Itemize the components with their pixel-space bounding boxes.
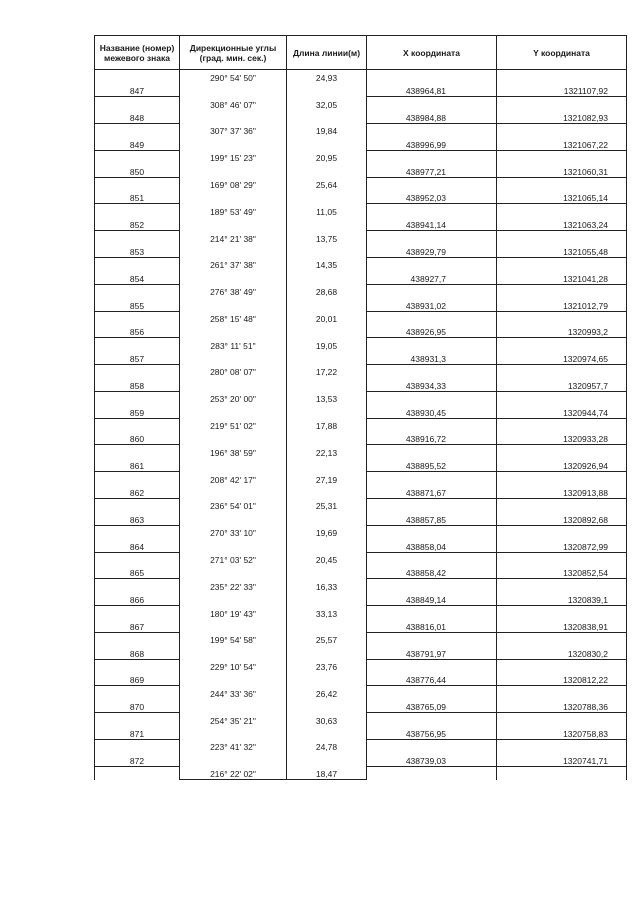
point-row [95,458,627,471]
segment-angle: 276° 38' 49" [180,284,287,297]
segment-length: 20,95 [287,150,367,163]
segment-length: 25,64 [287,177,367,190]
point-row [95,191,627,204]
header-name: Название (номер) межевого знака [95,36,180,70]
point-x: 438934,33 [367,378,497,391]
segment-angle: 196° 38' 59" [180,445,287,458]
point-x: 438931,3 [367,351,497,364]
segment-angle: 258° 15' 48" [180,311,287,324]
point-y: 1320830,2 [497,646,627,659]
segment-angle: 189° 53' 49" [180,204,287,217]
segment-length: 16,33 [287,579,367,592]
segment-angle: 270° 33' 10" [180,525,287,538]
point-x: 438916,72 [367,432,497,445]
point-name: 860 [95,432,180,445]
point-row [95,753,627,766]
segment-length: 17,88 [287,418,367,431]
point-y: 1320957,7 [497,378,627,391]
segment-angle: 307° 37' 36" [180,124,287,137]
segment-row [95,472,627,485]
point-y: 1320993,2 [497,324,627,337]
segment-row [95,365,627,378]
segment-row [95,659,627,672]
point-x: 438977,21 [367,164,497,177]
point-x: 438895,52 [367,458,497,471]
segment-angle: 199° 15' 23" [180,150,287,163]
segment-angle: 308° 46' 07" [180,97,287,110]
point-y: 1321012,79 [497,298,627,311]
header-row [95,36,627,70]
point-name: 867 [95,619,180,632]
segment-row [95,311,627,324]
segment-angle: 219° 51' 02" [180,418,287,431]
point-y: 1320812,22 [497,673,627,686]
point-x: 438857,85 [367,512,497,525]
point-y: 1321082,93 [497,110,627,123]
segment-angle: 236° 54' 01" [180,499,287,512]
segment-row [95,499,627,512]
point-name: 868 [95,646,180,659]
point-name: 850 [95,164,180,177]
point-name: 871 [95,726,180,739]
segment-row [95,418,627,431]
segment-length: 25,57 [287,632,367,645]
point-y: 1320872,99 [497,539,627,552]
point-y: 1320838,91 [497,619,627,632]
point-y: 1320758,83 [497,726,627,739]
segment-length: 13,75 [287,231,367,244]
point-x: 438984,88 [367,110,497,123]
coordinates-body [95,70,627,780]
segment-row [95,445,627,458]
point-name: 849 [95,137,180,150]
point-x: 438816,01 [367,619,497,632]
segment-row [95,338,627,351]
point-row [95,619,627,632]
point-y: 1321055,48 [497,244,627,257]
segment-row [95,766,627,779]
point-name: 853 [95,244,180,257]
segment-row [95,284,627,297]
segment-angle: 199° 54' 58" [180,632,287,645]
segment-row [95,525,627,538]
segment-length: 24,78 [287,740,367,753]
point-x: 438871,67 [367,485,497,498]
point-row [95,539,627,552]
point-name: 859 [95,405,180,418]
point-name: 851 [95,191,180,204]
point-y: 1320788,36 [497,699,627,712]
point-name: 861 [95,458,180,471]
point-y: 1321060,31 [497,164,627,177]
point-row [95,137,627,150]
coordinates-table [94,35,627,780]
point-y: 1320926,94 [497,458,627,471]
segment-angle: 261° 37' 38" [180,257,287,270]
point-row [95,592,627,605]
point-x: 438929,79 [367,244,497,257]
point-name: 856 [95,324,180,337]
segment-angle: 169° 08' 29" [180,177,287,190]
segment-row [95,740,627,753]
segment-length: 24,93 [287,70,367,84]
segment-length: 18,47 [287,766,367,779]
point-row [95,512,627,525]
segment-angle: 280° 08' 07" [180,365,287,378]
point-name: 864 [95,539,180,552]
point-row [95,726,627,739]
segment-row [95,713,627,726]
segment-length: 17,22 [287,365,367,378]
header-y: Y координата [497,36,627,70]
header-angle: Дирекционные углы (град. мин. сек.) [180,36,287,70]
point-row [95,164,627,177]
segment-length: 28,68 [287,284,367,297]
segment-length: 30,63 [287,713,367,726]
segment-angle: 223° 41' 32" [180,740,287,753]
segment-angle: 235° 22' 33" [180,579,287,592]
segment-length: 22,13 [287,445,367,458]
point-y: 1321041,28 [497,271,627,284]
point-row [95,110,627,123]
segment-row [95,177,627,190]
point-name: 847 [95,83,180,96]
segment-row [95,150,627,163]
point-name: 866 [95,592,180,605]
segment-row [95,204,627,217]
segment-angle: 229° 10' 54" [180,659,287,672]
segment-angle: 253° 20' 00" [180,391,287,404]
point-name: 854 [95,271,180,284]
segment-length: 14,35 [287,257,367,270]
segment-length: 33,13 [287,606,367,619]
segment-row [95,391,627,404]
boundary-coordinates-sheet [94,35,626,780]
segment-row [95,686,627,699]
point-y: 1321067,22 [497,137,627,150]
point-x: 438791,97 [367,646,497,659]
point-name: 865 [95,565,180,578]
point-x: 438858,42 [367,565,497,578]
segment-angle: 283° 11' 51" [180,338,287,351]
point-x: 438930,45 [367,405,497,418]
point-row [95,565,627,578]
header-length: Длина линии(м) [287,36,367,70]
point-x: 438858,04 [367,539,497,552]
point-y: 1320913,88 [497,485,627,498]
segment-row [95,97,627,110]
segment-angle: 214° 21' 38" [180,231,287,244]
point-row [95,351,627,364]
point-row [95,646,627,659]
point-row [95,405,627,418]
point-name: 862 [95,485,180,498]
point-y: 1320944,74 [497,405,627,418]
point-x: 438931,02 [367,298,497,311]
segment-length: 19,05 [287,338,367,351]
segment-angle: 216° 22' 02" [180,766,287,779]
segment-length: 13,53 [287,391,367,404]
segment-length: 32,05 [287,97,367,110]
point-x: 438765,09 [367,699,497,712]
point-row [95,83,627,96]
segment-length: 11,05 [287,204,367,217]
point-y: 1321107,92 [497,83,627,96]
point-x: 438849,14 [367,592,497,605]
point-x: 438756,95 [367,726,497,739]
point-y: 1320892,68 [497,512,627,525]
point-row [95,271,627,284]
point-y: 1320839,1 [497,592,627,605]
point-name: 848 [95,110,180,123]
segment-row [95,257,627,270]
point-name: 855 [95,298,180,311]
point-name: 858 [95,378,180,391]
segment-row [95,579,627,592]
point-x: 438996,99 [367,137,497,150]
segment-length: 27,19 [287,472,367,485]
point-y: 1321065,14 [497,191,627,204]
point-row [95,298,627,311]
segment-length: 25,31 [287,499,367,512]
point-row [95,485,627,498]
segment-row [95,124,627,137]
segment-length: 20,01 [287,311,367,324]
segment-row [95,606,627,619]
point-name: 857 [95,351,180,364]
point-row [95,244,627,257]
point-name: 870 [95,699,180,712]
point-x: 438941,14 [367,217,497,230]
point-x: 438952,03 [367,191,497,204]
point-y: 1321063,24 [497,217,627,230]
segment-angle: 290° 54' 50" [180,70,287,84]
point-row [95,217,627,230]
point-row [95,324,627,337]
segment-row [95,632,627,645]
point-x: 438927,7 [367,271,497,284]
point-y: 1320933,28 [497,432,627,445]
segment-row [95,552,627,565]
segment-angle: 180° 19' 43" [180,606,287,619]
point-name: 852 [95,217,180,230]
point-x: 438776,44 [367,673,497,686]
point-name: 863 [95,512,180,525]
segment-angle: 244° 33' 36" [180,686,287,699]
segment-length: 26,42 [287,686,367,699]
segment-row [95,231,627,244]
point-x: 438739,03 [367,753,497,766]
segment-length: 19,84 [287,124,367,137]
point-row [95,378,627,391]
segment-row [95,70,627,84]
header-x: X координата [367,36,497,70]
segment-angle: 271° 03' 52" [180,552,287,565]
point-y: 1320974,65 [497,351,627,364]
point-row [95,432,627,445]
point-name: 869 [95,673,180,686]
point-y: 1320852,54 [497,565,627,578]
segment-angle: 254° 35' 21" [180,713,287,726]
segment-length: 19,69 [287,525,367,538]
point-row [95,673,627,686]
point-name: 872 [95,753,180,766]
segment-angle: 208° 42' 17" [180,472,287,485]
point-x: 438926,95 [367,324,497,337]
point-x: 438964,81 [367,83,497,96]
point-row [95,699,627,712]
segment-length: 20,45 [287,552,367,565]
point-y: 1320741,71 [497,753,627,766]
segment-length: 23,76 [287,659,367,672]
